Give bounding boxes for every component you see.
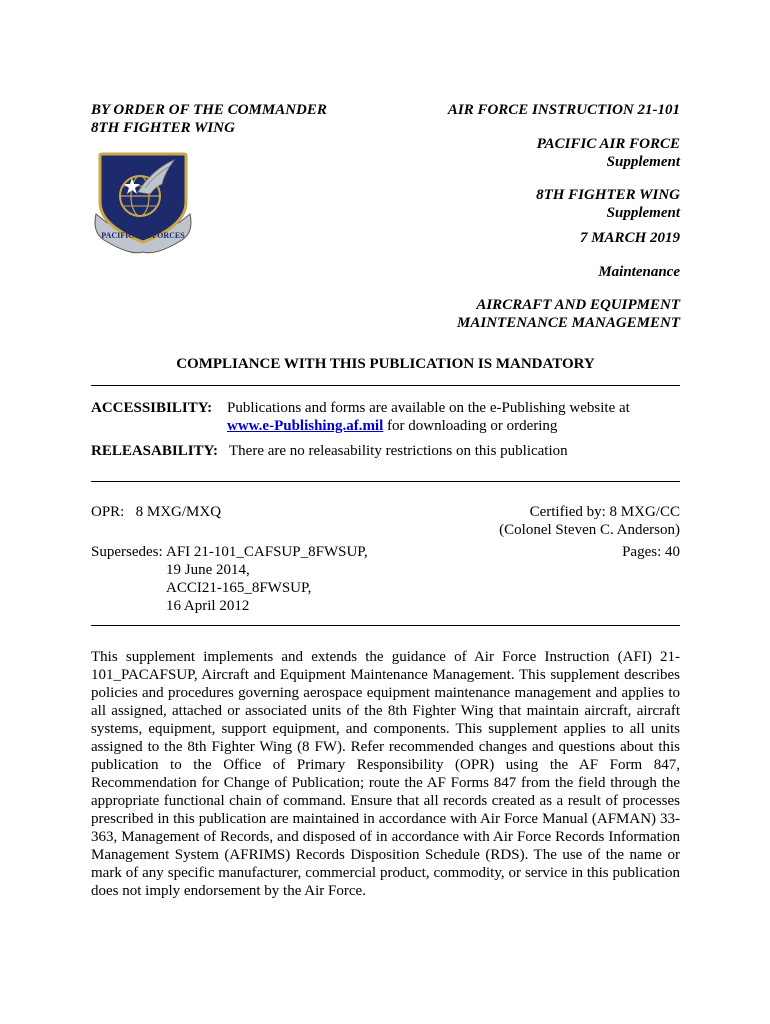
accessibility-text-after: for downloading or ordering	[383, 418, 558, 434]
wing-name: 8TH FIGHTER WING	[536, 187, 680, 203]
wing-supplement: Supplement	[606, 205, 680, 221]
accessibility-label: ACCESSIBILITY:	[91, 400, 213, 416]
opr-label: OPR:	[91, 504, 125, 520]
publication-title-line1: AIRCRAFT AND EQUIPMENT	[476, 297, 680, 313]
summary-paragraph: This supplement implements and extends the guidance of Air Force Instruction (AFI) 21-101_PACAFSUP, Aircraft and Equipment Maintenance Management. This supplement describes policies and procedures governing aerospace equipment maintenance management and applies to all assigned, attached or associated units of the 8th Fighter Wing that maintain aircraft, aircraft systems, equipment, support equipment, and components. This supplement applies to all units assigned to the 8th Fighter Wing (8 FW). Refer recommended changes and questions about this publication to the Office of Primary Responsibility (OPR) using the AF Form 847, Recommendation for Change of Publication; route the AF Forms 847 from the field through the appropriate functional chain of command. Ensure that all records created as a result of processes prescribed in this publication are maintained in accordance with Air Force Manual (AFMAN) 33-363, Management of Records, and disposed of in accordance with Air Force Records Information Management System (AFRIMS) Records Disposition Schedule (RDS). The use of the name or mark of any specific manufacturer, commercial product, commodity, or service in this publication does not imply endorsement by the Air Force.	[91, 649, 680, 899]
page-count: Pages: 40	[622, 544, 680, 560]
supersedes-label: Supersedes:	[91, 544, 163, 560]
opr-line	[91, 504, 221, 521]
publication-date: 7 MARCH 2019	[579, 230, 680, 246]
issuing-unit: 8TH FIGHTER WING	[91, 120, 235, 136]
accessibility-text: Publications and forms are available on the e-Publishing website at	[227, 400, 630, 416]
e-publishing-link[interactable]: www.e-Publishing.af.mil	[227, 418, 384, 434]
order-authority: BY ORDER OF THE COMMANDER	[91, 102, 327, 118]
certifier-name: (Colonel Steven C. Anderson)	[499, 522, 680, 538]
compliance-statement: COMPLIANCE WITH THIS PUBLICATION IS MANDATORY	[176, 356, 595, 372]
supersedes-line4: 16 April 2012	[166, 598, 250, 614]
command-name: PACIFIC AIR FORCE	[536, 136, 680, 152]
pacaf-seal	[90, 144, 196, 254]
opr-value: 8 MXG/MXQ	[135, 504, 222, 520]
instruction-number: AIR FORCE INSTRUCTION 21-101	[447, 102, 680, 118]
divider	[91, 481, 680, 482]
supersedes-line3: ACCI21-165_8FWSUP,	[166, 580, 312, 596]
releasability-label: RELEASABILITY:	[91, 443, 218, 459]
category: Maintenance	[598, 264, 680, 280]
releasability-text: There are no releasability restrictions on this publication	[229, 443, 568, 459]
certified-by: Certified by: 8 MXG/CC	[529, 504, 680, 520]
command-supplement: Supplement	[606, 154, 680, 170]
publication-title-line2: MAINTENANCE MANAGEMENT	[457, 315, 680, 331]
divider	[91, 625, 680, 626]
supersedes-line1: AFI 21-101_CAFSUP_8FWSUP,	[166, 544, 368, 560]
accessibility-link-line	[227, 418, 557, 435]
seal-text: PACIFIC AIR FORCES	[101, 231, 185, 240]
supersedes-line2: 19 June 2014,	[166, 562, 250, 578]
divider	[91, 385, 680, 386]
